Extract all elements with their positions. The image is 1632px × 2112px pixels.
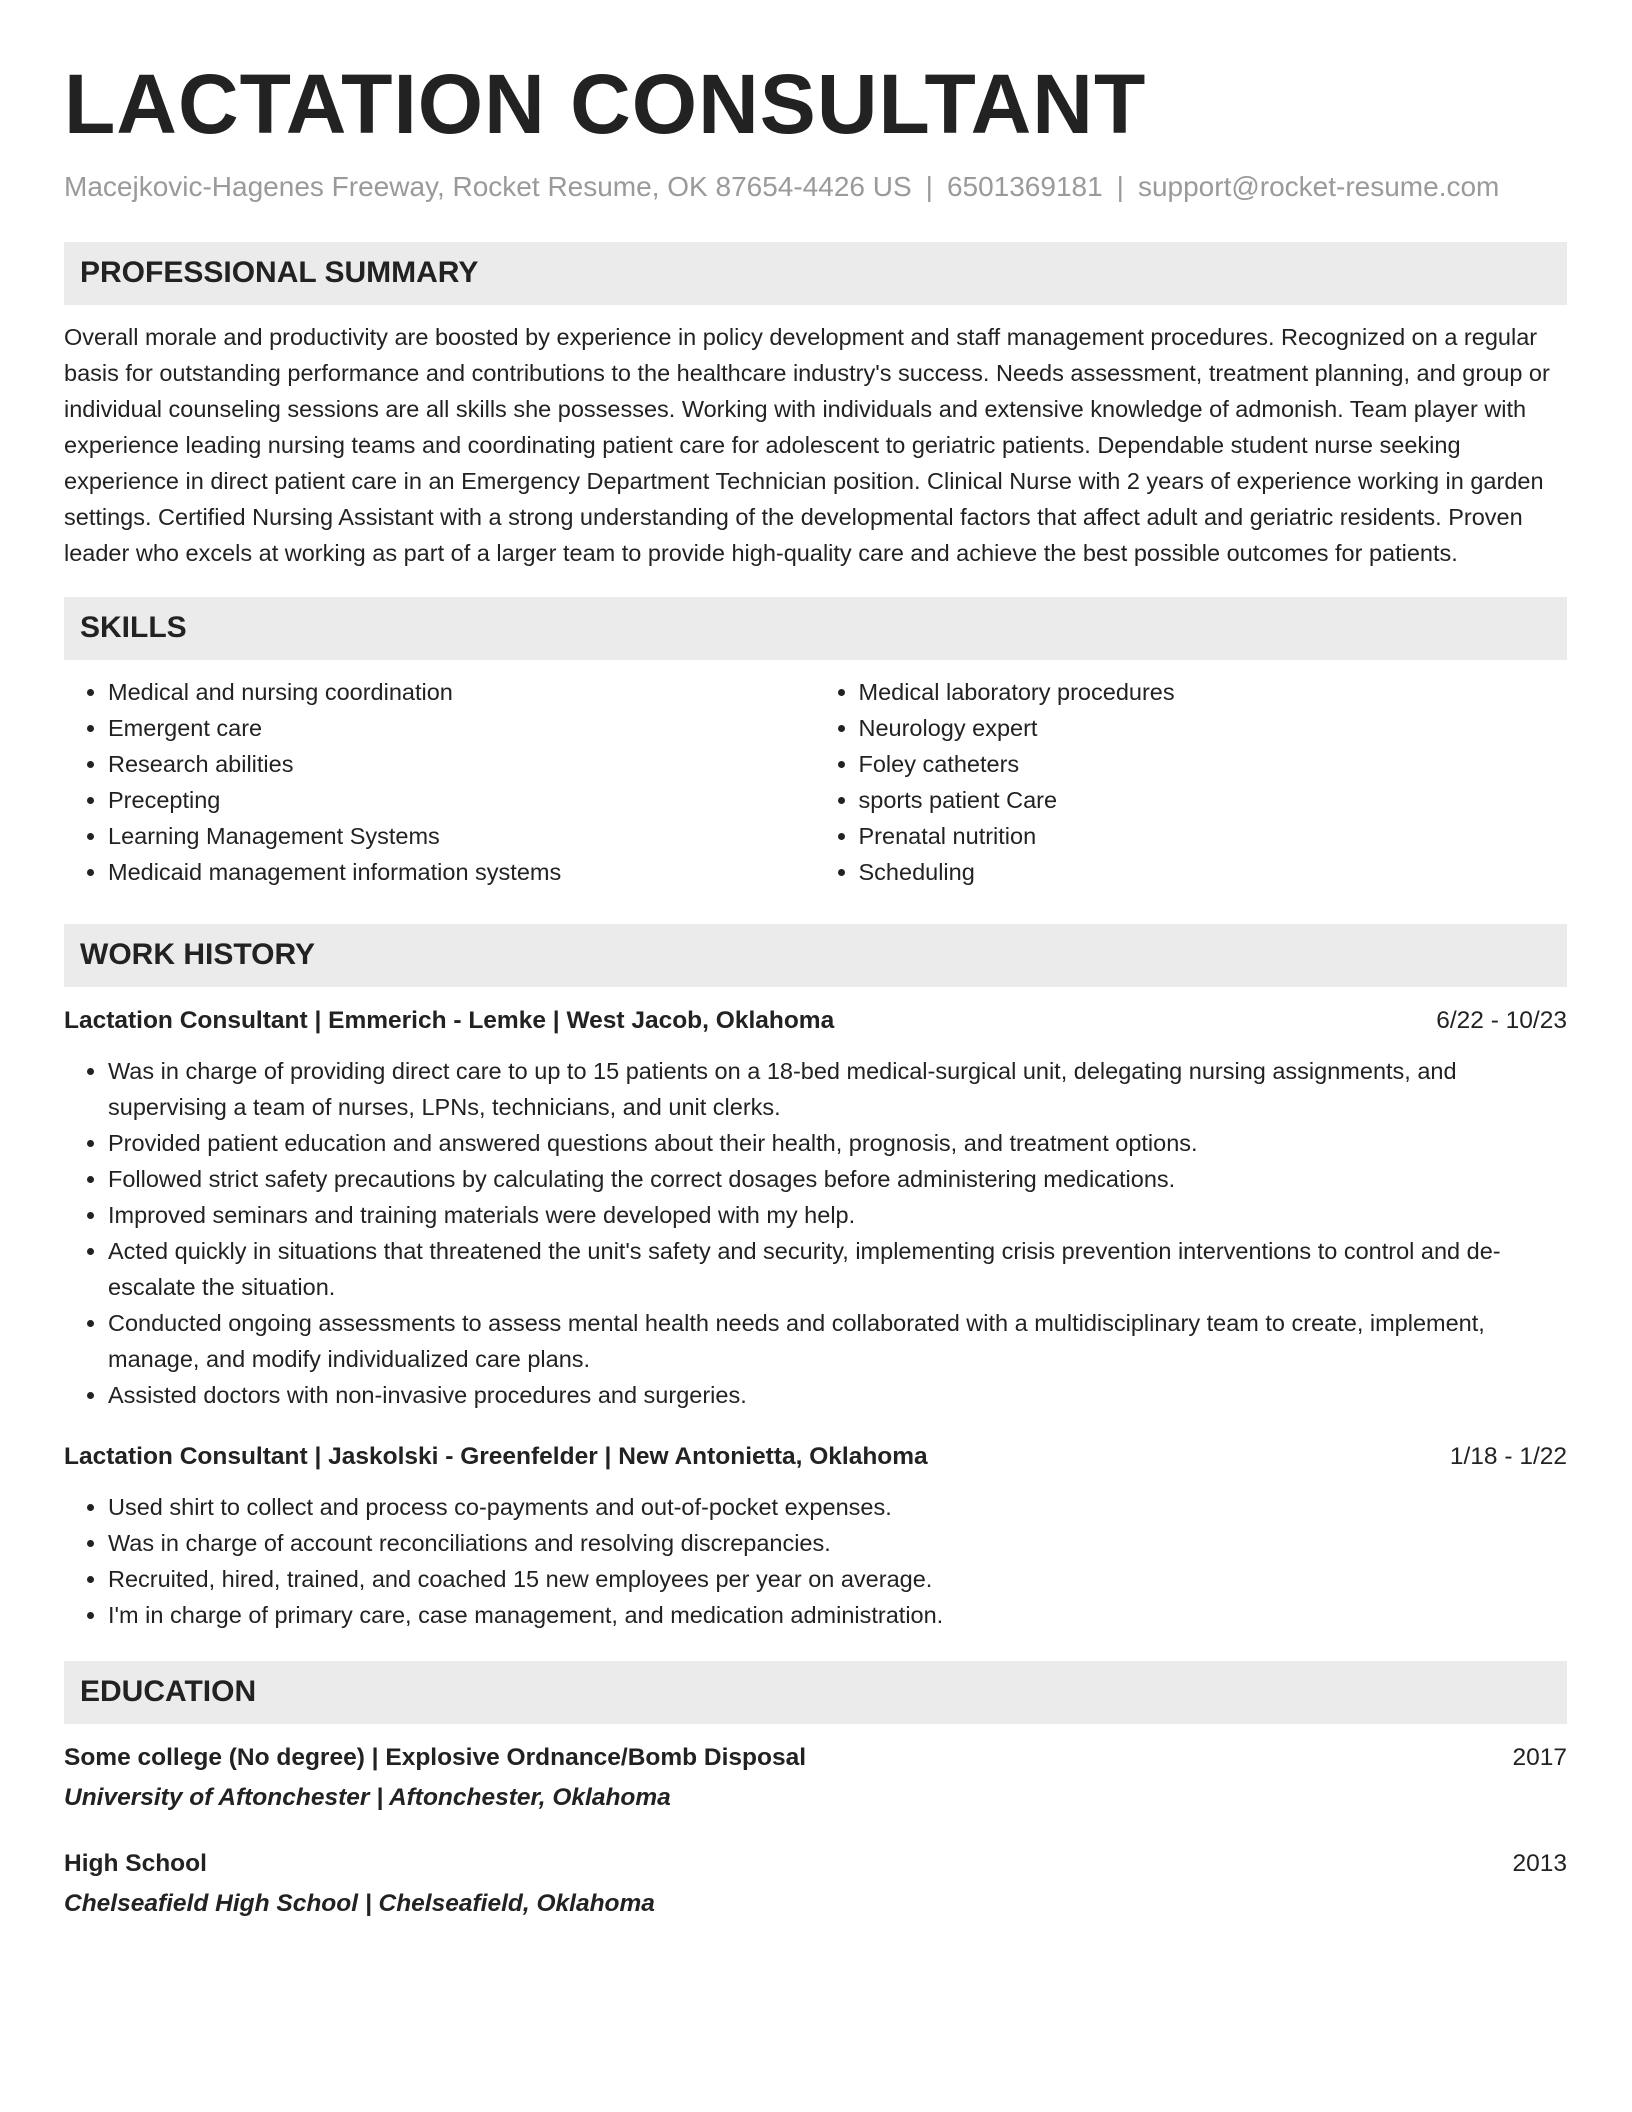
job-bullet: • Assisted doctors with non-invasive procedures and surgeries.	[108, 1377, 1567, 1413]
job-dates: 6/22 - 10/23	[1436, 1006, 1567, 1034]
job-header	[64, 1441, 1567, 1473]
job-bullet: • Followed strict safety precautions by calculating the correct dosages before administering medications.	[108, 1161, 1567, 1197]
skill-item: • Learning Management Systems	[108, 818, 817, 854]
contact-phone[interactable]: 6501369181	[946, 171, 1103, 202]
skill-item: • Foley catheters	[859, 746, 1568, 782]
skill-item: • Scheduling	[859, 854, 1568, 890]
job-bullet: • Recruited, hired, trained, and coached 15 new employees per year on average.	[108, 1561, 1567, 1597]
job-bullet: • Used shirt to collect and process co-payments and out-of-pocket expenses.	[108, 1489, 1567, 1525]
job-entry	[64, 1441, 1567, 1633]
education-degree: Some college (No degree) | Explosive Ordnance/Bomb Disposal	[64, 1743, 807, 1771]
education-entry	[64, 1848, 1567, 1920]
contact-line	[64, 170, 1567, 204]
job-bullet: • Acted quickly in situations that threatened the unit's safety and security, implementing crisis prevention interventions to control and de-escalate the situation.	[108, 1233, 1567, 1305]
job-bullet: • Improved seminars and training materials were developed with my help.	[108, 1197, 1567, 1233]
job-dates: 1/18 - 1/22	[1449, 1442, 1567, 1470]
education-year: 2013	[1512, 1849, 1567, 1877]
job-title: Lactation Consultant | Emmerich - Lemke | West Jacob, Oklahoma	[64, 1006, 835, 1034]
job-bullets	[64, 1053, 1567, 1413]
resume-title: LACTATION CONSULTANT	[64, 57, 1147, 151]
job-bullet: • Conducted ongoing assessments to assess mental health needs and collaborated with a multidisciplinary team to create, implement, manage, and modify individualized care plans.	[108, 1305, 1567, 1377]
job-title: Lactation Consultant | Jaskolski - Greenfelder | New Antonietta, Oklahoma	[64, 1442, 928, 1470]
contact-separator: |	[925, 171, 933, 202]
job-bullet: • Provided patient education and answered questions about their health, prognosis, and treatment options.	[108, 1125, 1567, 1161]
education-header	[64, 1742, 1567, 1774]
section-heading-summary: PROFESSIONAL SUMMARY	[64, 242, 1567, 305]
job-bullet: • Was in charge of account reconciliations and resolving discrepancies.	[108, 1525, 1567, 1561]
skill-item: • Medical laboratory procedures	[859, 674, 1568, 710]
job-bullet: • I'm in charge of primary care, case management, and medication administration.	[108, 1597, 1567, 1633]
job-entry	[64, 1005, 1567, 1413]
skills-list	[64, 674, 1567, 890]
contact-email[interactable]: support@rocket-resume.com	[1137, 171, 1500, 202]
job-header	[64, 1005, 1567, 1037]
education-year: 2017	[1512, 1743, 1567, 1771]
skill-item: • Medical and nursing coordination	[108, 674, 817, 710]
section-heading-work-history: WORK HISTORY	[64, 924, 1567, 987]
skill-item: • Emergent care	[108, 710, 817, 746]
skills-column-left	[64, 674, 817, 890]
education-header	[64, 1848, 1567, 1880]
education-school: Chelseafield High School | Chelseafield, Oklahoma	[64, 1889, 655, 1917]
skills-column-right	[817, 674, 1568, 890]
skill-item: • Precepting	[108, 782, 817, 818]
summary-text: Overall morale and productivity are boosted by experience in policy development and staff management procedures. Recognized on a regular basis for outstanding performance and contributions to the healthcare industry's success. Needs assessment, treatment planning, and group or individual counseling sessions are all skills she possesses. Working with individuals and extensive knowledge of admonish. Team player with experience leading nursing teams and coordinating patient care for adolescent to geriatric patients. Dependable student nurse seeking experience in direct patient care in an Emergency Department Technician position. Clinical Nurse with 2 years of experience working in garden settings. Certified Nursing Assistant with a strong understanding of the developmental factors that affect adult and geriatric residents. Proven leader who excels at working as part of a larger team to provide high-quality care and achieve the best possible outcomes for patients.	[64, 323, 1550, 566]
job-bullet: • Was in charge of providing direct care to up to 15 patients on a 18-bed medical-surgical unit, delegating nursing assignments, and supervising a team of nurses, LPNs, technicians, and unit clerks.	[108, 1053, 1567, 1125]
contact-separator: |	[1116, 171, 1124, 202]
skill-item: • sports patient Care	[859, 782, 1568, 818]
section-heading-skills: SKILLS	[64, 597, 1567, 660]
section-heading-education: EDUCATION	[64, 1661, 1567, 1724]
skill-item: • Prenatal nutrition	[859, 818, 1568, 854]
skill-item: • Research abilities	[108, 746, 817, 782]
contact-address: Macejkovic-Hagenes Freeway, Rocket Resume, OK 87654-4426 US	[64, 171, 912, 202]
education-entry	[64, 1742, 1567, 1814]
job-bullets	[64, 1489, 1567, 1633]
education-school: University of Aftonchester | Aftonchester, Oklahoma	[64, 1783, 671, 1811]
education-degree: High School	[64, 1849, 207, 1877]
skill-item: • Medicaid management information systems	[108, 854, 817, 890]
skill-item: • Neurology expert	[859, 710, 1568, 746]
